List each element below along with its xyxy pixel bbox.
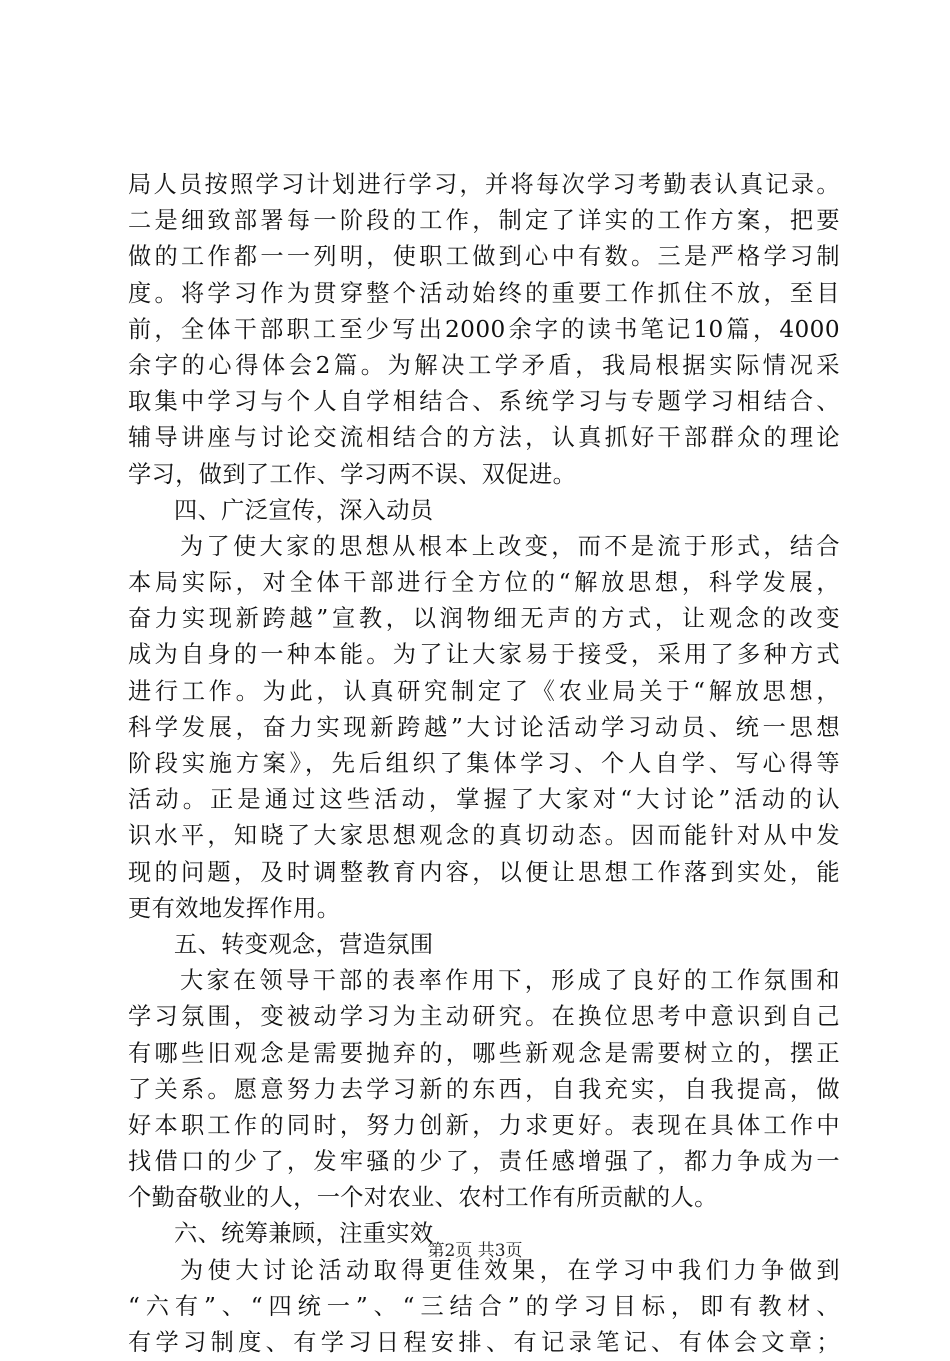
- text-line: 更有效地发挥作用。: [128, 894, 341, 922]
- section-heading: 四、广泛宣传，深入动员: [174, 496, 434, 524]
- text-line: 有哪些旧观念是需要抛弃的，哪些新观念是需要树立的，摆正: [128, 1039, 840, 1067]
- text-line: 为了使大家的思想从根本上改变，而不是流于形式，结合: [180, 532, 840, 560]
- text-line: 局人员按照学习计划进行学习，并将每次学习考勤表认真记录。: [128, 171, 840, 198]
- text-line: 识水平，知晓了大家思想观念的真切动态。因而能针对从中发: [128, 822, 840, 850]
- text-line: 为使大讨论活动取得更佳效果，在学习中我们力争做到: [180, 1256, 840, 1284]
- text-line: 科学发展，奋力实现新跨越”大讨论活动学习动员、统一思想: [128, 713, 840, 741]
- text-line: 好本职工作的同时，努力创新，力求更好。表现在具体工作中: [128, 1111, 840, 1139]
- text-line: 进行工作。为此，认真研究制定了《农业局关于“解放思想，: [128, 677, 840, 705]
- text-line: 做的工作都一一列明，使职工做到心中有数。三是严格学习制: [128, 243, 840, 271]
- text-line: 大家在领导干部的表率作用下，形成了良好的工作氛围和: [180, 967, 840, 995]
- text-line: 现的问题，及时调整教育内容，以便让思想工作落到实处，能: [128, 858, 840, 886]
- text-line: 奋力实现新跨越”宣教，以润物细无声的方式，让观念的改变: [128, 605, 840, 633]
- text-line: 有学习制度、有学习日程安排、有记录笔记、有体会文章；: [128, 1329, 840, 1356]
- text-line: 取集中学习与个人自学相结合、系统学习与专题学习相结合、: [128, 388, 840, 416]
- text-line: 学习，做到了工作、学习两不误、双促进。: [128, 460, 577, 488]
- text-line: 找借口的少了，发牢骚的少了，责任感增强了，都力争成为一: [128, 1148, 840, 1176]
- text-line: 成为自身的一种本能。为了让大家易于接受，采用了多种方式: [128, 641, 840, 669]
- text-line: 活动。正是通过这些活动，掌握了大家对“大讨论”活动的认: [128, 786, 840, 814]
- text-line: 辅导讲座与讨论交流相结合的方法，认真抓好干部群众的理论: [128, 424, 840, 452]
- page-footer: [0, 1236, 950, 1261]
- text-line: 余字的心得体会2篇。为解决工学矛盾，我局根据实际情况采: [128, 351, 840, 379]
- text-line: 度。将学习作为贯穿整个活动始终的重要工作抓住不放，至目: [128, 279, 840, 307]
- page-number-label: 第2页 共3页: [427, 1241, 523, 1261]
- text-line: 前，全体干部职工至少写出2000余字的读书笔记10篇，4000: [128, 315, 840, 343]
- text-line: 了关系。愿意努力去学习新的东西，自我充实，自我提高，做: [128, 1075, 840, 1103]
- document-body: [128, 167, 840, 1361]
- section-heading: 六、统筹兼顾，注重实效: [174, 1220, 434, 1248]
- text-line: 阶段实施方案》，先后组织了集体学习、个人自学、写心得等: [128, 750, 840, 777]
- section-heading: 五、转变观念，营造氛围: [174, 930, 434, 958]
- text-line: 个勤奋敬业的人，一个对农业、农村工作有所贡献的人。: [128, 1184, 718, 1212]
- text-line: 学习氛围，变被动学习为主动研究。在换位思考中意识到自己: [128, 1003, 840, 1031]
- text-line: 二是细致部署每一阶段的工作，制定了详实的工作方案，把要: [128, 207, 840, 235]
- text-line: “六有”、“四统一”、“三结合”的学习目标，即有教材、: [128, 1292, 840, 1320]
- text-line: 本局实际，对全体干部进行全方位的“解放思想，科学发展，: [128, 569, 840, 597]
